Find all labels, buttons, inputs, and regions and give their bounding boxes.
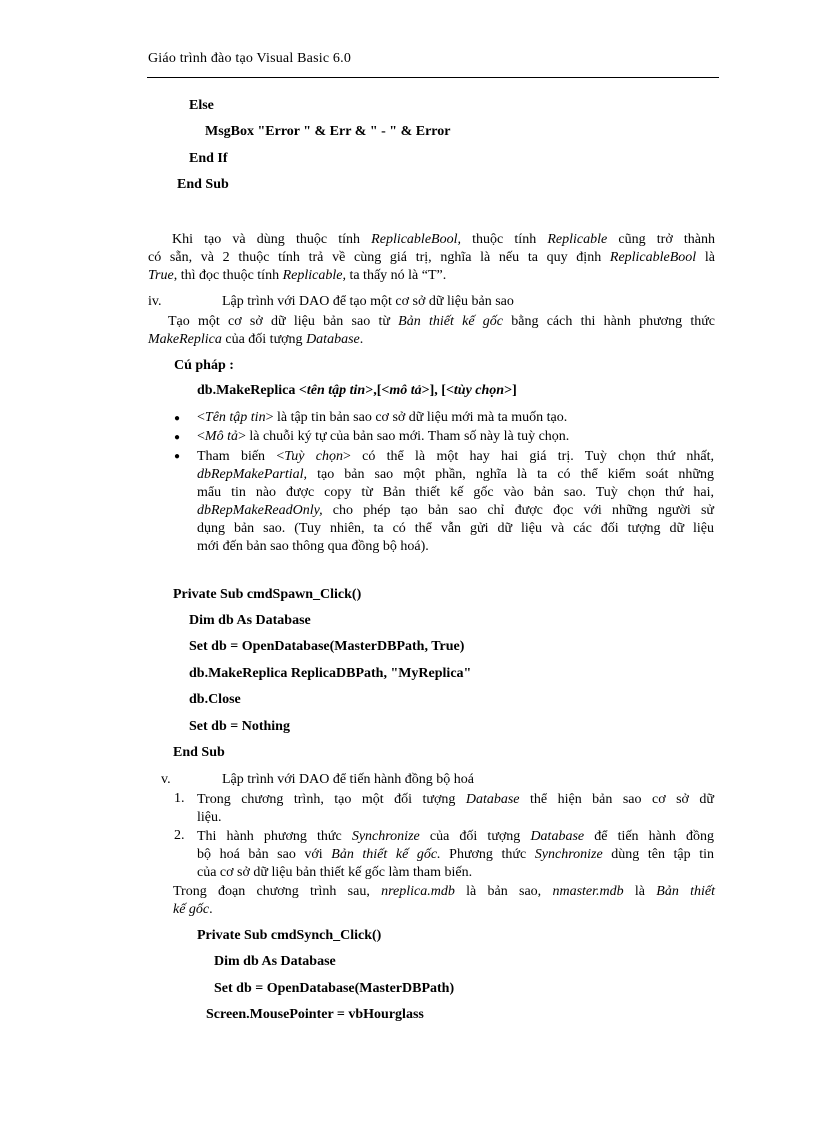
header-rule bbox=[147, 77, 719, 78]
code-line: Set db = Nothing bbox=[189, 719, 290, 734]
code-line: Dim db As Database bbox=[189, 613, 311, 628]
step-2: Thi hành phương thức Synchronize của đối tượng Database để tiến hành đồng bộ hoá bản sao với Bản thiết kế gốc. Phương thức Synchronize dùng tên tập tin của cơ sở dữ liệu bản thiết kế gốc làm tham biến. bbox=[197, 829, 715, 880]
paragraph-sync-example: Trong đoạn chương trình sau, nreplica.mdb là bản sao, nmaster.mdb là Bản thiết kế gốc. bbox=[173, 884, 716, 917]
section-iv-number: iv. bbox=[148, 294, 162, 309]
code-line: Else bbox=[189, 98, 214, 113]
paragraph-replicable: Khi tạo và dùng thuộc tính ReplicableBool, thuộc tính Replicable cũng trở thành có sẵn, và 2 thuộc tính trả về cùng giá trị, nghĩa là nếu ta quy định ReplicableBool là True, thì đọc thuộc tính Replicable, ta thấy nó là “T”. bbox=[148, 232, 715, 283]
code-line: db.Close bbox=[189, 692, 241, 707]
bullet-icon: ● bbox=[174, 432, 181, 443]
code-line: Screen.MousePointer = vbHourglass bbox=[206, 1007, 424, 1022]
bullet-description: <Mô tả> là chuỗi ký tự của bản sao mới. Tham số này là tuỳ chọn. bbox=[197, 429, 570, 444]
syntax-line: db.MakeReplica <tên tập tin>,[<mô tả>], [<tùy chọn>] bbox=[197, 383, 517, 398]
code-line: End Sub bbox=[173, 745, 225, 760]
code-line: MsgBox "Error " & Err & " - " & Error bbox=[205, 124, 451, 139]
step-number: 2. bbox=[174, 828, 185, 843]
bullet-filename: <Tên tập tin> là tập tin bản sao cơ sở dữ liệu mới mà ta muốn tạo. bbox=[197, 410, 568, 425]
code-line: End If bbox=[189, 151, 228, 166]
code-line: End Sub bbox=[177, 177, 229, 192]
paragraph-makereplica: Tạo một cơ sở dữ liệu bản sao từ Bản thiết kế gốc bằng cách thi hành phương thức MakeReplica của đối tượng Database. bbox=[148, 314, 716, 347]
code-line: Set db = OpenDatabase(MasterDBPath, True) bbox=[189, 639, 465, 654]
section-v-number: v. bbox=[161, 772, 171, 787]
bullet-icon: ● bbox=[174, 413, 181, 424]
bullet-options: Tham biến <Tuỳ chọn> có thể là một hay hai giá trị. Tuỳ chọn thứ nhất, dbRepMakePartial, tạo bản sao một phần, nghĩa là ta có thể kiểm soát những mẩu tin nào được copy từ Bản thiết kế gốc vào bản sao. Tuỳ chọn thứ hai, dbRepMakeReadOnly, cho phép tạo bản sao chỉ được đọc với những người sử dụng bản sao. (Tuy nhiên, ta có thể vẫn gửi dữ liệu và các đối tượng dữ liệu mới đến bản sao thông qua đồng bộ hoá). bbox=[197, 449, 714, 554]
code-line: Set db = OpenDatabase(MasterDBPath) bbox=[214, 981, 455, 996]
page-header-title: Giáo trình đào tạo Visual Basic 6.0 bbox=[148, 51, 352, 66]
step-number: 1. bbox=[174, 791, 185, 806]
step-1: Trong chương trình, tạo một đối tượng Database thể hiện bản sao cơ sở dữ liệu. bbox=[197, 792, 714, 825]
code-line: Private Sub cmdSynch_Click() bbox=[197, 928, 382, 943]
code-line: Private Sub cmdSpawn_Click() bbox=[173, 587, 362, 602]
bullet-icon: ● bbox=[174, 451, 181, 462]
section-v-title: Lập trình với DAO để tiến hành đồng bộ hoá bbox=[222, 772, 474, 787]
code-line: db.MakeReplica ReplicaDBPath, "MyReplica" bbox=[189, 666, 472, 681]
code-line: Dim db As Database bbox=[214, 954, 336, 969]
syntax-label: Cú pháp : bbox=[174, 358, 234, 373]
section-iv-title: Lập trình với DAO để tạo một cơ sở dữ liệu bản sao bbox=[222, 294, 514, 309]
